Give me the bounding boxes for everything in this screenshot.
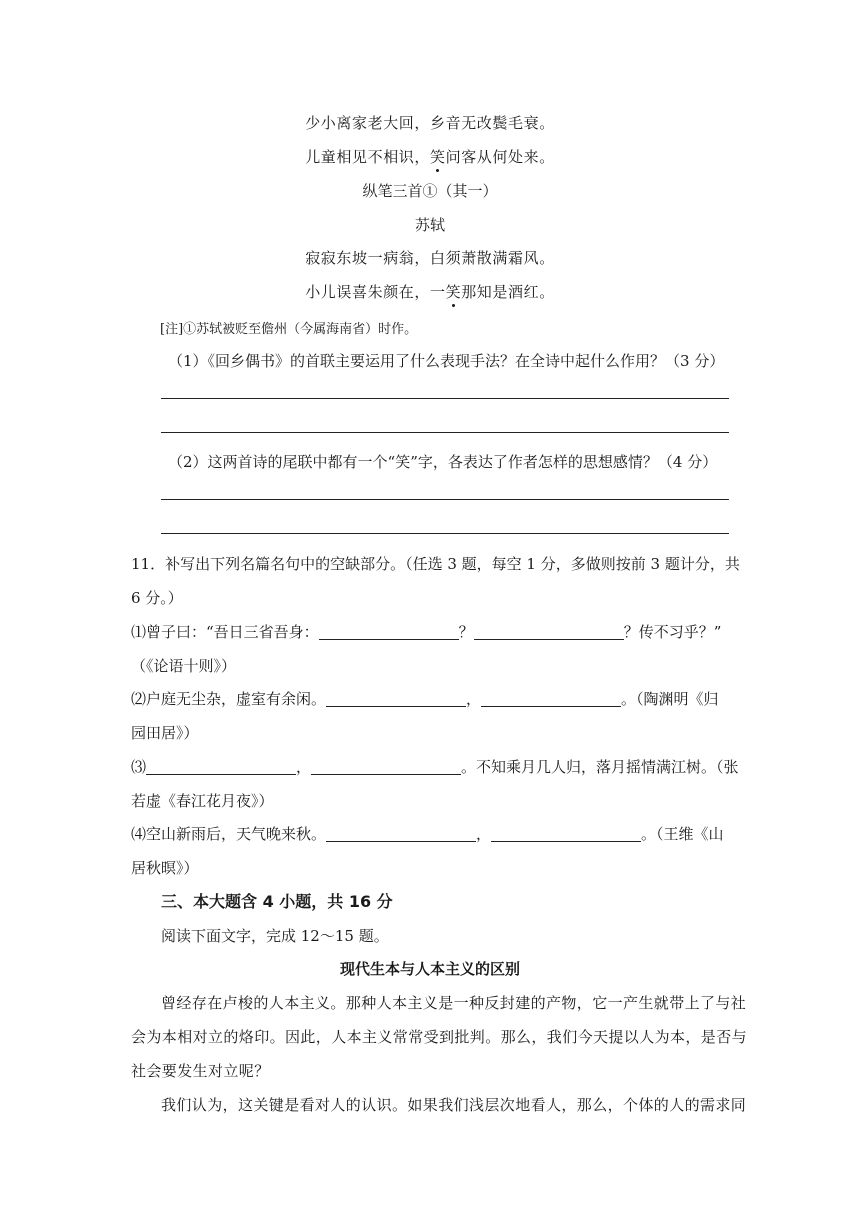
poem1-line1: 少小离家老大回，乡音无改鬓毛衰。 — [305, 114, 555, 132]
q11-item-1-source: （《论语十则》） — [131, 657, 237, 675]
q11-item-4-sep: ， — [476, 825, 492, 843]
q11-item-3-tail: 。不知乘月几人归，落月摇情满江树。（张 — [461, 758, 739, 776]
fill-blank[interactable] — [326, 692, 466, 707]
q11-item-1 — [131, 621, 721, 642]
fill-blank[interactable] — [326, 827, 476, 842]
poem2-author: 苏轼 — [414, 216, 445, 234]
fill-blank[interactable] — [481, 692, 621, 707]
q11-item-2 — [131, 688, 719, 709]
fill-blank[interactable] — [491, 827, 641, 842]
reading-instruction: 阅读下面文字，完成 12～15 题。 — [161, 927, 389, 945]
q11-item-3-text: ⑶ — [131, 758, 147, 776]
fill-blank[interactable] — [311, 760, 461, 775]
question-11-cont: 6 分。） — [131, 589, 183, 607]
article-title: 现代生本与人本主义的区别 — [339, 960, 520, 978]
footnote: [注]①苏轼被贬至儋州（今属海南省）时作。 — [160, 322, 418, 337]
fill-blank[interactable] — [146, 760, 296, 775]
question-11: 11．补写出下列名篇名句中的空缺部分。（任选 3 题，每空 1 分，多做则按前 3 题计分，共 — [131, 555, 740, 573]
article-paragraph-1-line-3: 社会要发生对立呢？ — [131, 1062, 270, 1080]
q11-item-3-source: 若虚《春江花月夜》） — [131, 792, 274, 810]
article-paragraph-2-line-1: 我们认为，这关键是看对人的认识。如果我们浅层次地看人，那么，个体的人的需求同 — [161, 1096, 747, 1114]
fill-blank[interactable] — [474, 625, 624, 640]
q11-item-4-source: 居秋暝》） — [131, 859, 199, 877]
article-paragraph-1-line-2: 会为本相对立的烙印。因此，人本主义常常受到批判。那么，我们今天提以人为本，是否与 — [131, 1028, 748, 1046]
poem2-line2-part-a: 小儿误喜朱颜在，一 — [305, 283, 446, 301]
q11-item-1-tail: ？传不习乎？” — [623, 623, 722, 641]
answer-line[interactable] — [161, 398, 729, 399]
fill-blank[interactable] — [319, 625, 459, 640]
q11-item-4-text: ⑷空山新雨后，天气晚来秋。 — [131, 825, 327, 843]
q11-item-2-text: ⑵户庭无尘杂，虚室有余闲。 — [131, 690, 327, 708]
q11-item-3 — [131, 756, 739, 777]
q11-item-1-sep: ？ — [458, 623, 474, 641]
q11-item-2-tail: 。（陶渊明《归 — [621, 690, 719, 708]
poem2-line1: 寂寂东坡一病翁，白须萧散满霜风。 — [305, 249, 555, 267]
answer-line[interactable] — [161, 499, 729, 500]
emphasis-char-xiao: 笑 — [445, 283, 462, 301]
poem1-line2 — [0, 146, 860, 167]
poem2-title: 纵笔三首①（其一） — [362, 182, 498, 200]
question-10-2: （2）这两首诗的尾联中都有一个“笑”字，各表达了作者怎样的思想感情？（4 分） — [168, 453, 718, 471]
answer-line[interactable] — [161, 533, 729, 534]
q11-item-2-source: 园田居》） — [131, 724, 199, 742]
article-paragraph-1-line-1: 曾经存在卢梭的人本主义。那种人本主义是一种反封建的产物，它一产生就带上了与社 — [161, 994, 747, 1012]
section-heading: 三、本大题含 4 小题，共 16 分 — [161, 892, 393, 911]
q11-item-2-sep: ， — [466, 690, 482, 708]
q11-item-3-sep: ， — [296, 758, 312, 776]
emphasis-char-xiao: 笑 — [430, 148, 446, 166]
q11-item-4-tail: 。（王维《山 — [641, 825, 724, 843]
poem1-line2-part-a: 儿童相见不相识， — [305, 148, 430, 166]
question-10-1: （1）《回乡偶书》的首联主要运用了什么表现手法？在全诗中起什么作用？（3 分） — [168, 352, 725, 370]
poem2-line2 — [0, 281, 860, 302]
answer-line[interactable] — [161, 432, 729, 433]
poem1-line2-part-b: 问客从何处来。 — [445, 148, 555, 166]
poem2-line2-part-b: 那知是酒红。 — [461, 283, 555, 301]
q11-item-1-text: ⑴曾子曰：“吾日三省吾身： — [131, 623, 319, 641]
q11-item-4 — [131, 823, 724, 844]
